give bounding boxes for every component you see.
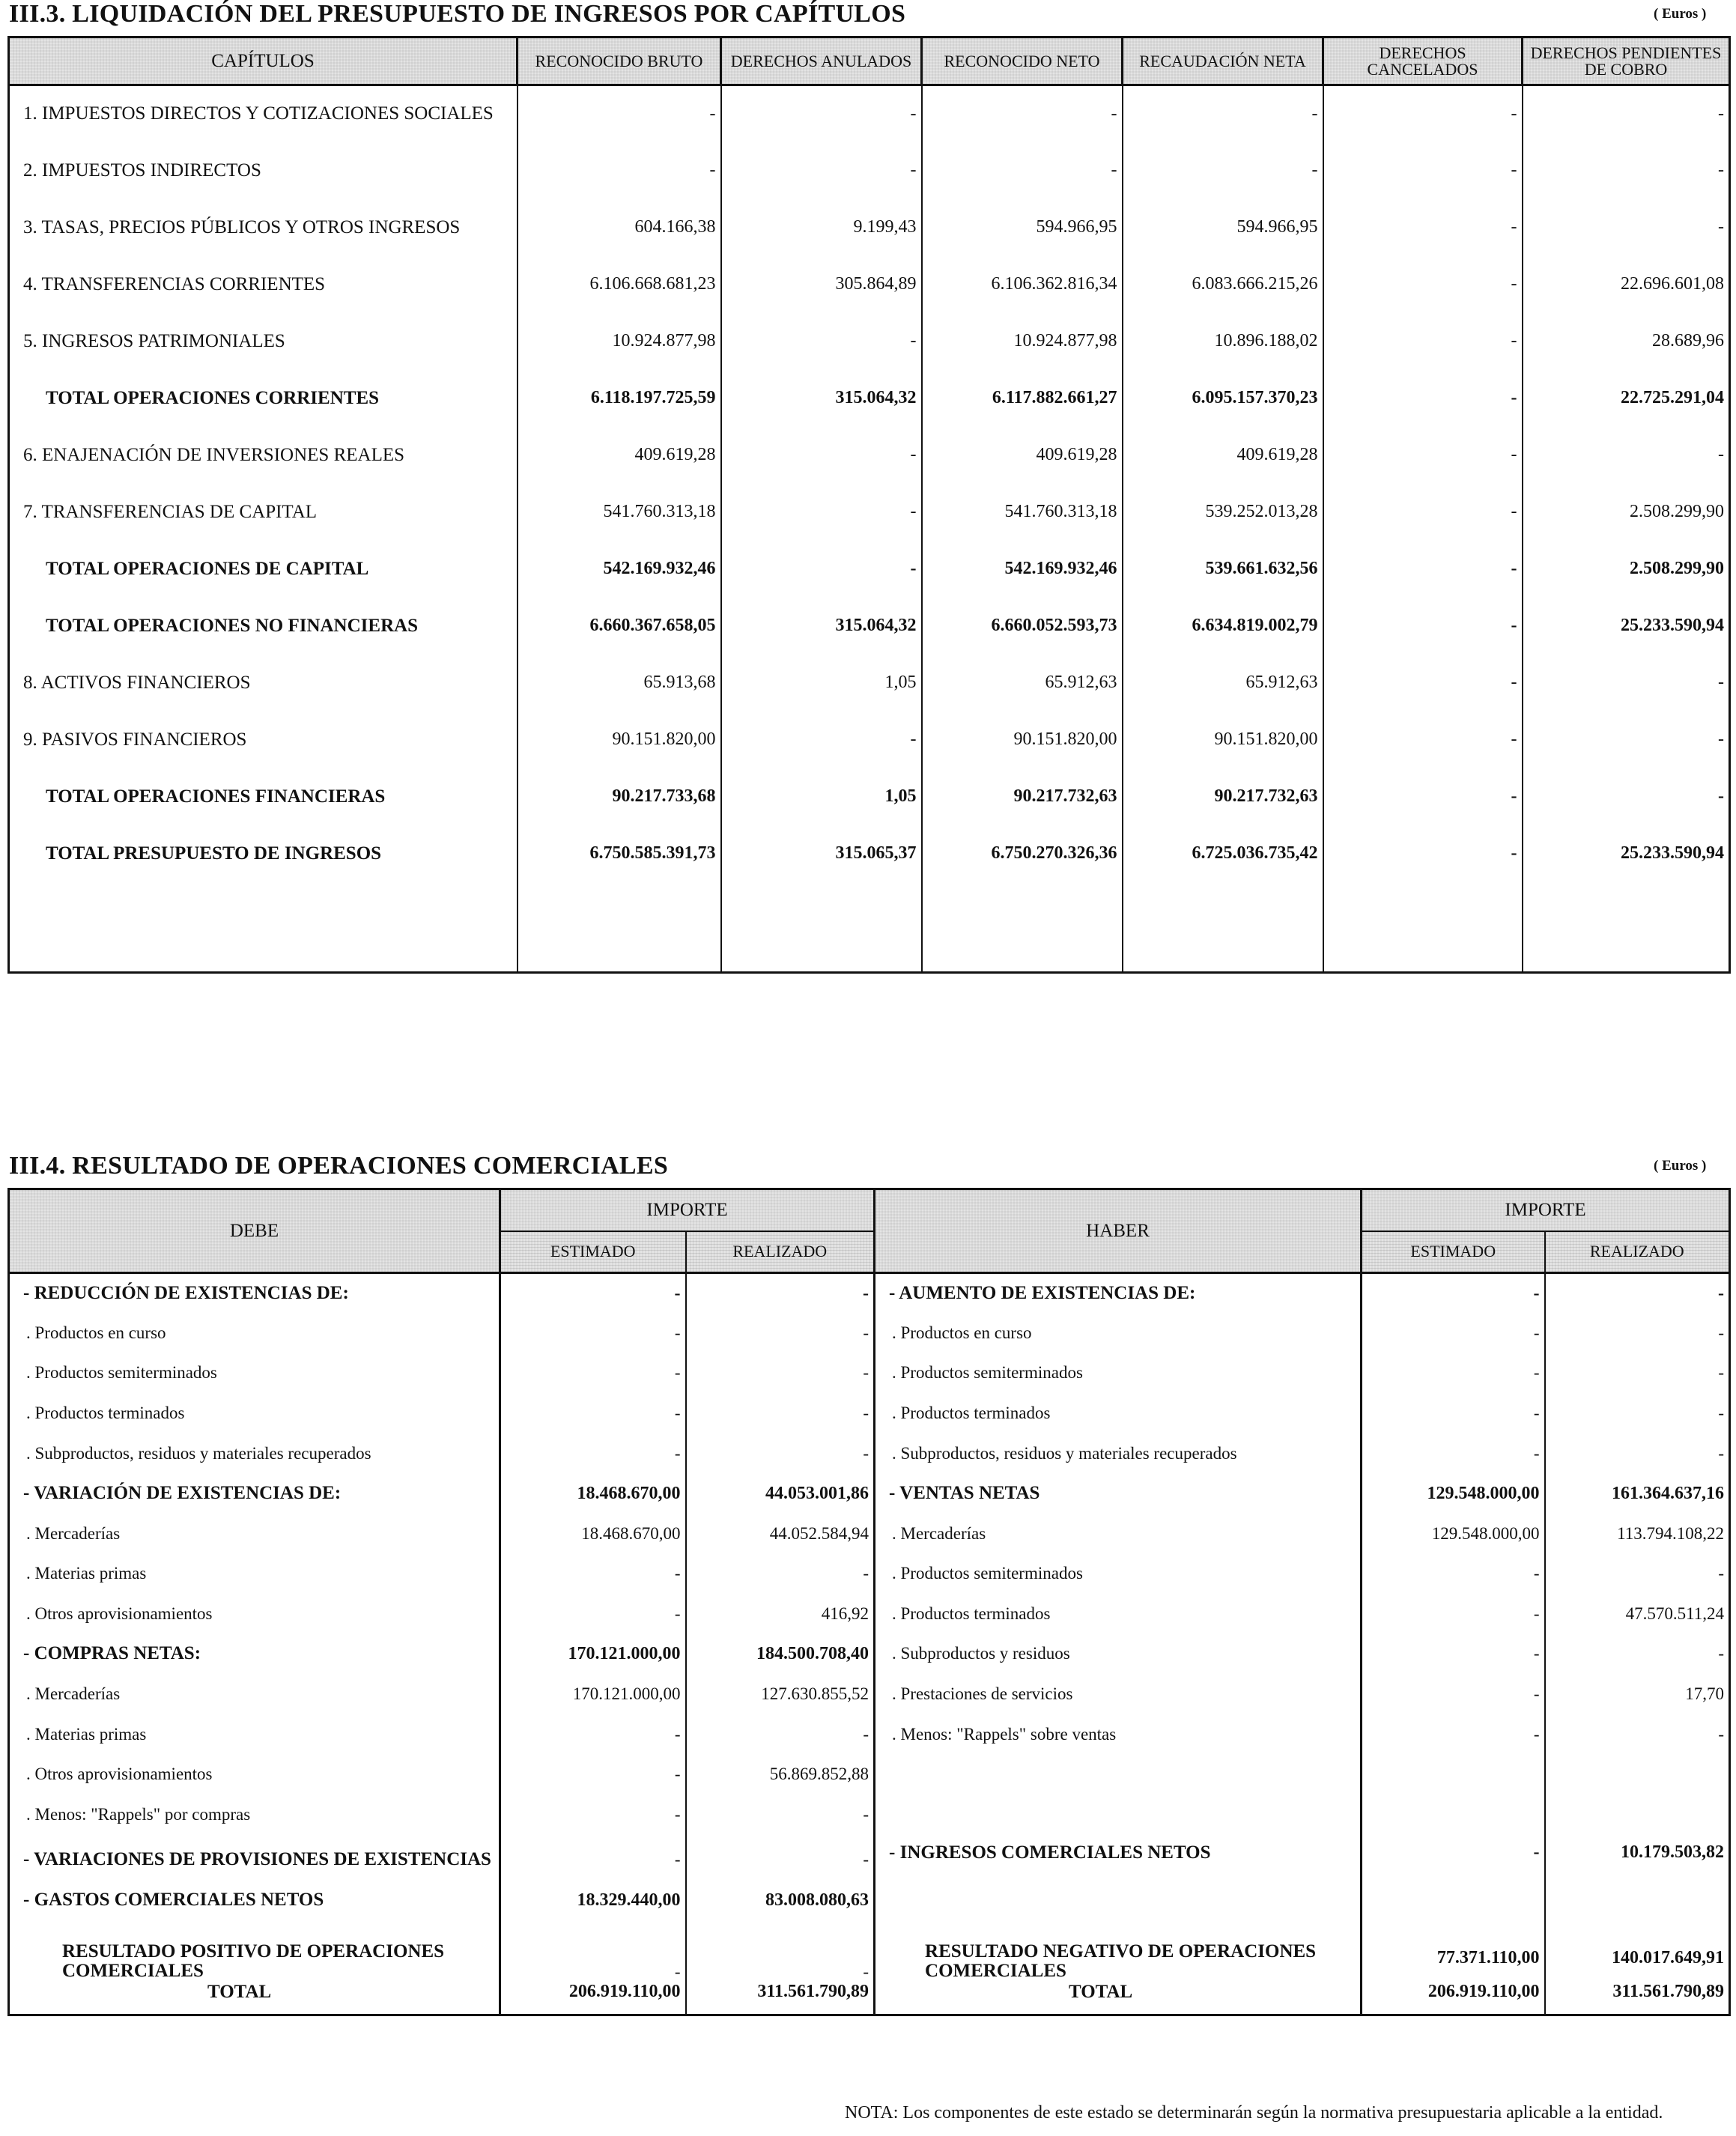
cell-value: 6.117.882.661,27: [922, 370, 1123, 427]
row-label: 6. ENAJENACIÓN DE INVERSIONES REALES: [23, 444, 405, 465]
debe-label: - COMPRAS NETAS:: [23, 1643, 201, 1664]
cell-value: -: [1323, 484, 1523, 541]
haber-estimado: -: [1362, 1273, 1545, 1314]
total-row: [9, 370, 1730, 427]
haber-estimado: -: [1362, 1554, 1545, 1595]
haber-realizado: -: [1545, 1273, 1730, 1314]
cell-value: 541.760.313,18: [518, 484, 721, 541]
ingresos-comerciales-realizado: 10.179.503,82: [1545, 1835, 1730, 1916]
cell-value: -: [1323, 427, 1523, 484]
cell-value: 1,05: [721, 768, 922, 825]
cell-value: -: [922, 142, 1123, 199]
debe-realizado: -: [686, 1794, 875, 1835]
col-header-capitulos: CAPÍTULOS: [9, 37, 518, 85]
table-row: [9, 655, 1730, 712]
debe-realizado: -: [686, 1393, 875, 1433]
debe-estimado: 18.468.670,00: [500, 1514, 686, 1554]
table-row: [9, 1433, 1730, 1474]
haber-estimado: -: [1362, 1313, 1545, 1353]
cell-value: -: [721, 142, 922, 199]
haber-estimado: -: [1362, 1433, 1545, 1474]
table-row: [9, 1674, 1730, 1714]
debe-realizado: 184.500.708,40: [686, 1634, 875, 1675]
haber-label: - VENTAS NETAS: [875, 1473, 1362, 1514]
cell-value: 90.217.733,68: [518, 768, 721, 825]
debe-estimado: 18.468.670,00: [500, 1473, 686, 1514]
haber-estimado: -: [1362, 1353, 1545, 1394]
row-label: 2. IMPUESTOS INDIRECTOS: [23, 160, 261, 180]
cell-value: -: [1323, 598, 1523, 655]
cell-value: 90.151.820,00: [518, 712, 721, 768]
resultado-negativo-realizado: 140.017.649,91: [1545, 1935, 1730, 1981]
cell-value: 542.169.932,46: [922, 541, 1123, 598]
row-label: 5. INGRESOS PATRIMONIALES: [23, 330, 285, 351]
haber-label: . Productos terminados: [875, 1594, 1362, 1634]
gastos-comerciales-label: - GASTOS COMERCIALES NETOS: [23, 1890, 324, 1911]
haber-realizado: 17,70: [1545, 1674, 1730, 1714]
haber-realizado: -: [1545, 1554, 1730, 1595]
debe-label: . Materias primas: [26, 1564, 147, 1583]
debe-realizado: -: [686, 1554, 875, 1595]
haber-realizado: 47.570.511,24: [1545, 1594, 1730, 1634]
debe-label: . Subproductos, residuos y materiales recuperados: [26, 1443, 371, 1463]
cell-value: -: [1123, 142, 1323, 199]
haber-label: [875, 1794, 1362, 1835]
cell-value: -: [1323, 655, 1523, 712]
cell-value: 65.912,63: [1123, 655, 1323, 712]
total-debe-realizado: 311.561.790,89: [686, 1982, 875, 2015]
cell-value: 409.619,28: [922, 427, 1123, 484]
table-row: [9, 85, 1730, 142]
resultado-negativo-estimado: 77.371.110,00: [1362, 1935, 1545, 1981]
debe-realizado: 44.052.584,94: [686, 1514, 875, 1554]
cell-value: 6.750.585.391,73: [518, 825, 721, 882]
cell-value: 594.966,95: [922, 199, 1123, 256]
cell-value: 22.696.601,08: [1523, 256, 1730, 313]
debe-estimado: -: [500, 1273, 686, 1314]
total-row: [9, 598, 1730, 655]
cell-value: -: [518, 142, 721, 199]
resultado-positivo-realizado: -: [686, 1935, 875, 1981]
table-row: [9, 1754, 1730, 1794]
operaciones-comerciales-table: [7, 1188, 1731, 2016]
table-row: [9, 1714, 1730, 1755]
haber-realizado: -: [1545, 1433, 1730, 1474]
cell-value: 90.151.820,00: [1123, 712, 1323, 768]
cell-value: 409.619,28: [518, 427, 721, 484]
gastos-comerciales-realizado: 83.008.080,63: [686, 1885, 875, 1916]
debe-estimado: -: [500, 1554, 686, 1595]
ingresos-comerciales-label: - INGRESOS COMERCIALES NETOS: [875, 1835, 1362, 1916]
col-header-reconocido-bruto: RECONOCIDO BRUTO: [518, 37, 721, 85]
table-row: [9, 712, 1730, 768]
cell-value: 6.750.270.326,36: [922, 825, 1123, 882]
cell-value: -: [1523, 712, 1730, 768]
debe-label: . Mercaderías: [26, 1523, 121, 1543]
cell-value: 10.924.877,98: [922, 313, 1123, 370]
haber-estimado: 129.548.000,00: [1362, 1473, 1545, 1514]
col-header-estimado-haber: ESTIMADO: [1362, 1231, 1545, 1273]
col-header-reconocido-neto: RECONOCIDO NETO: [922, 37, 1123, 85]
cell-value: -: [518, 85, 721, 142]
total-haber-realizado: 311.561.790,89: [1545, 1982, 1730, 2015]
col-header-derechos-anulados: DERECHOS ANULADOS: [721, 37, 922, 85]
total-debe-label: TOTAL: [207, 1981, 272, 2002]
table-row: [9, 1794, 1730, 1835]
cell-value: 594.966,95: [1123, 199, 1323, 256]
haber-realizado: 113.794.108,22: [1545, 1514, 1730, 1554]
cell-value: -: [721, 85, 922, 142]
total-row: [9, 825, 1730, 882]
col-header-realizado-debe: REALIZADO: [686, 1231, 875, 1273]
haber-estimado: [1362, 1794, 1545, 1835]
cell-value: -: [1323, 313, 1523, 370]
haber-label: . Productos semiterminados: [875, 1554, 1362, 1595]
resultado-positivo-label: RESULTADO POSITIVO DE OPERACIONES COMERCIALES: [62, 1941, 445, 1982]
total-debe-estimado: 206.919.110,00: [500, 1982, 686, 2015]
cell-value: 6.118.197.725,59: [518, 370, 721, 427]
haber-label: . Productos terminados: [875, 1393, 1362, 1433]
table-row: [9, 1634, 1730, 1675]
filler-row: [9, 882, 1730, 973]
col-header-estimado-debe: ESTIMADO: [500, 1231, 686, 1273]
variaciones-provisiones-label: - VARIACIONES DE PROVISIONES DE EXISTENCIAS: [23, 1849, 491, 1870]
debe-realizado: -: [686, 1433, 875, 1474]
cell-value: -: [1523, 768, 1730, 825]
section1-title: III.3. LIQUIDACIÓN DEL PRESUPUESTO DE INGRESOS POR CAPÍTULOS: [9, 0, 906, 28]
row-label: 1. IMPUESTOS DIRECTOS Y COTIZACIONES SOCIALES: [23, 103, 494, 124]
row-label: TOTAL PRESUPUESTO DE INGRESOS: [46, 843, 382, 864]
col-header-importe-haber: IMPORTE: [1362, 1189, 1730, 1231]
row-label: TOTAL OPERACIONES DE CAPITAL: [46, 558, 369, 579]
variaciones-provisiones-estimado: -: [500, 1835, 686, 1885]
table-row: [9, 484, 1730, 541]
cell-value: 542.169.932,46: [518, 541, 721, 598]
cell-value: 25.233.590,94: [1523, 598, 1730, 655]
debe-estimado: -: [500, 1754, 686, 1794]
debe-realizado: -: [686, 1313, 875, 1353]
haber-estimado: -: [1362, 1714, 1545, 1755]
cell-value: 409.619,28: [1123, 427, 1323, 484]
row-label: TOTAL OPERACIONES NO FINANCIERAS: [46, 615, 419, 636]
cell-value: 90.151.820,00: [922, 712, 1123, 768]
table-row: [9, 427, 1730, 484]
total-haber-estimado: 206.919.110,00: [1362, 1982, 1545, 2015]
cell-value: 6.634.819.002,79: [1123, 598, 1323, 655]
cell-value: 6.660.052.593,73: [922, 598, 1123, 655]
cell-value: -: [1523, 199, 1730, 256]
haber-realizado: [1545, 1794, 1730, 1835]
haber-realizado: [1545, 1754, 1730, 1794]
cell-value: 90.217.732,63: [922, 768, 1123, 825]
row-label: 9. PASIVOS FINANCIEROS: [23, 729, 247, 750]
section2-unit: ( Euros ): [1654, 1158, 1707, 1174]
table-row: [9, 199, 1730, 256]
cell-value: -: [1323, 712, 1523, 768]
col-header-debe: DEBE: [9, 1189, 500, 1273]
variaciones-provisiones-realizado: -: [686, 1835, 875, 1885]
cell-value: 6.083.666.215,26: [1123, 256, 1323, 313]
cell-value: 6.106.362.816,34: [922, 256, 1123, 313]
haber-label: . Subproductos, residuos y materiales recuperados: [875, 1433, 1362, 1474]
haber-estimado: [1362, 1754, 1545, 1794]
total-haber-label: TOTAL: [875, 1982, 1362, 2015]
row-label: TOTAL OPERACIONES FINANCIERAS: [46, 786, 386, 807]
col-header-realizado-haber: REALIZADO: [1545, 1231, 1730, 1273]
debe-label: . Productos semiterminados: [26, 1363, 217, 1383]
row-label: 8. ACTIVOS FINANCIEROS: [23, 672, 251, 693]
cell-value: 65.913,68: [518, 655, 721, 712]
cell-value: 1,05: [721, 655, 922, 712]
table-row: [9, 313, 1730, 370]
haber-realizado: -: [1545, 1313, 1730, 1353]
cell-value: 2.508.299,90: [1523, 484, 1730, 541]
cell-value: 315.064,32: [721, 598, 922, 655]
cell-value: -: [1323, 825, 1523, 882]
haber-label: [875, 1754, 1362, 1794]
haber-label: - AUMENTO DE EXISTENCIAS DE:: [875, 1273, 1362, 1314]
debe-estimado: 170.121.000,00: [500, 1634, 686, 1675]
cell-value: -: [1323, 768, 1523, 825]
haber-label: . Prestaciones de servicios: [875, 1674, 1362, 1714]
cell-value: -: [1523, 85, 1730, 142]
row-label: 7. TRANSFERENCIAS DE CAPITAL: [23, 501, 318, 522]
table-row: [9, 1273, 1730, 1314]
cell-value: -: [721, 313, 922, 370]
row-label: 4. TRANSFERENCIAS CORRIENTES: [23, 273, 326, 294]
cell-value: 6.725.036.735,42: [1123, 825, 1323, 882]
row-label: 3. TASAS, PRECIOS PÚBLICOS Y OTROS INGRESOS: [23, 216, 461, 237]
cell-value: 604.166,38: [518, 199, 721, 256]
cell-value: -: [922, 85, 1123, 142]
cell-value: 541.760.313,18: [922, 484, 1123, 541]
haber-label: . Mercaderías: [875, 1514, 1362, 1554]
debe-label: . Otros aprovisionamientos: [26, 1765, 213, 1784]
cell-value: 315.064,32: [721, 370, 922, 427]
footnote: NOTA: Los componentes de este estado se determinarán según la normativa presupuestaria aplicable a la entidad.: [845, 2103, 1663, 2123]
row-label: TOTAL OPERACIONES CORRIENTES: [46, 387, 380, 408]
debe-estimado: -: [500, 1714, 686, 1755]
cell-value: -: [721, 541, 922, 598]
cell-value: 539.661.632,56: [1123, 541, 1323, 598]
cell-value: 10.896.188,02: [1123, 313, 1323, 370]
cell-value: 2.508.299,90: [1523, 541, 1730, 598]
cell-value: -: [721, 484, 922, 541]
haber-label: . Productos en curso: [875, 1313, 1362, 1353]
debe-estimado: -: [500, 1433, 686, 1474]
cell-value: -: [721, 427, 922, 484]
cell-value: 25.233.590,94: [1523, 825, 1730, 882]
table-row: [9, 1554, 1730, 1595]
col-header-pendientes-cobro: DERECHOS PENDIENTES DE COBRO: [1523, 37, 1730, 85]
haber-realizado: -: [1545, 1714, 1730, 1755]
table-row: [9, 1393, 1730, 1433]
section1-unit: ( Euros ): [1654, 6, 1707, 22]
debe-estimado: -: [500, 1353, 686, 1394]
haber-realizado: 161.364.637,16: [1545, 1473, 1730, 1514]
debe-realizado: 416,92: [686, 1594, 875, 1634]
haber-estimado: -: [1362, 1674, 1545, 1714]
col-header-haber: HABER: [875, 1189, 1362, 1273]
debe-label: . Mercaderías: [26, 1684, 121, 1704]
debe-label: . Otros aprovisionamientos: [26, 1603, 213, 1623]
cell-value: 6.106.668.681,23: [518, 256, 721, 313]
cell-value: 90.217.732,63: [1123, 768, 1323, 825]
cell-value: -: [1123, 85, 1323, 142]
debe-realizado: 56.869.852,88: [686, 1754, 875, 1794]
cell-value: 22.725.291,04: [1523, 370, 1730, 427]
cell-value: 6.660.367.658,05: [518, 598, 721, 655]
debe-estimado: -: [500, 1594, 686, 1634]
section2-title: III.4. RESULTADO DE OPERACIONES COMERCIALES: [9, 1152, 669, 1180]
cell-value: -: [1323, 541, 1523, 598]
haber-realizado: -: [1545, 1393, 1730, 1433]
table-row: [9, 1313, 1730, 1353]
cell-value: -: [1323, 85, 1523, 142]
total-row: [9, 541, 1730, 598]
table-row: [9, 142, 1730, 199]
cell-value: 28.689,96: [1523, 313, 1730, 370]
debe-label: . Productos en curso: [26, 1323, 166, 1342]
debe-estimado: -: [500, 1794, 686, 1835]
debe-label: . Menos: "Rappels" por compras: [26, 1804, 251, 1824]
ingresos-comerciales-estimado: -: [1362, 1835, 1545, 1916]
debe-realizado: 127.630.855,52: [686, 1674, 875, 1714]
cell-value: -: [1523, 655, 1730, 712]
cell-value: 305.864,89: [721, 256, 922, 313]
cell-value: -: [1323, 142, 1523, 199]
table-row: [9, 1594, 1730, 1634]
haber-realizado: -: [1545, 1634, 1730, 1675]
debe-label: . Productos terminados: [26, 1404, 185, 1423]
debe-estimado: -: [500, 1313, 686, 1353]
haber-label: . Subproductos y residuos: [875, 1634, 1362, 1675]
table-row: [9, 1473, 1730, 1514]
col-header-derechos-cancelados: DERECHOS CANCELADOS: [1323, 37, 1523, 85]
cell-value: 6.095.157.370,23: [1123, 370, 1323, 427]
debe-label: - REDUCCIÓN DE EXISTENCIAS DE:: [23, 1283, 349, 1304]
col-header-recaudacion-neta: RECAUDACIÓN NETA: [1123, 37, 1323, 85]
cell-value: 539.252.013,28: [1123, 484, 1323, 541]
col-header-importe-debe: IMPORTE: [500, 1189, 875, 1231]
ingresos-capitulos-table: [7, 36, 1731, 974]
table-row: [9, 1353, 1730, 1394]
resultado-positivo-estimado: -: [500, 1935, 686, 1981]
cell-value: -: [1323, 256, 1523, 313]
debe-label: - VARIACIÓN DE EXISTENCIAS DE:: [23, 1483, 342, 1504]
cell-value: -: [1523, 142, 1730, 199]
debe-estimado: 170.121.000,00: [500, 1674, 686, 1714]
haber-realizado: -: [1545, 1353, 1730, 1394]
cell-value: -: [1323, 370, 1523, 427]
haber-label: . Productos semiterminados: [875, 1353, 1362, 1394]
debe-realizado: -: [686, 1714, 875, 1755]
debe-label: . Materias primas: [26, 1724, 147, 1744]
haber-estimado: 129.548.000,00: [1362, 1514, 1545, 1554]
cell-value: 10.924.877,98: [518, 313, 721, 370]
debe-realizado: -: [686, 1353, 875, 1394]
haber-label: . Menos: "Rappels" sobre ventas: [875, 1714, 1362, 1755]
debe-realizado: 44.053.001,86: [686, 1473, 875, 1514]
debe-realizado: -: [686, 1273, 875, 1314]
cell-value: 65.912,63: [922, 655, 1123, 712]
haber-estimado: -: [1362, 1393, 1545, 1433]
debe-estimado: -: [500, 1393, 686, 1433]
table-row: [9, 256, 1730, 313]
gastos-comerciales-estimado: 18.329.440,00: [500, 1885, 686, 1916]
resultado-negativo-label: RESULTADO NEGATIVO DE OPERACIONES COMERCIALES: [875, 1935, 1362, 1981]
cell-value: 315.065,37: [721, 825, 922, 882]
cell-value: 9.199,43: [721, 199, 922, 256]
haber-estimado: -: [1362, 1634, 1545, 1675]
cell-value: -: [1323, 199, 1523, 256]
cell-value: -: [721, 712, 922, 768]
cell-value: -: [1523, 427, 1730, 484]
haber-estimado: -: [1362, 1594, 1545, 1634]
total-row: [9, 768, 1730, 825]
table-row: [9, 1514, 1730, 1554]
